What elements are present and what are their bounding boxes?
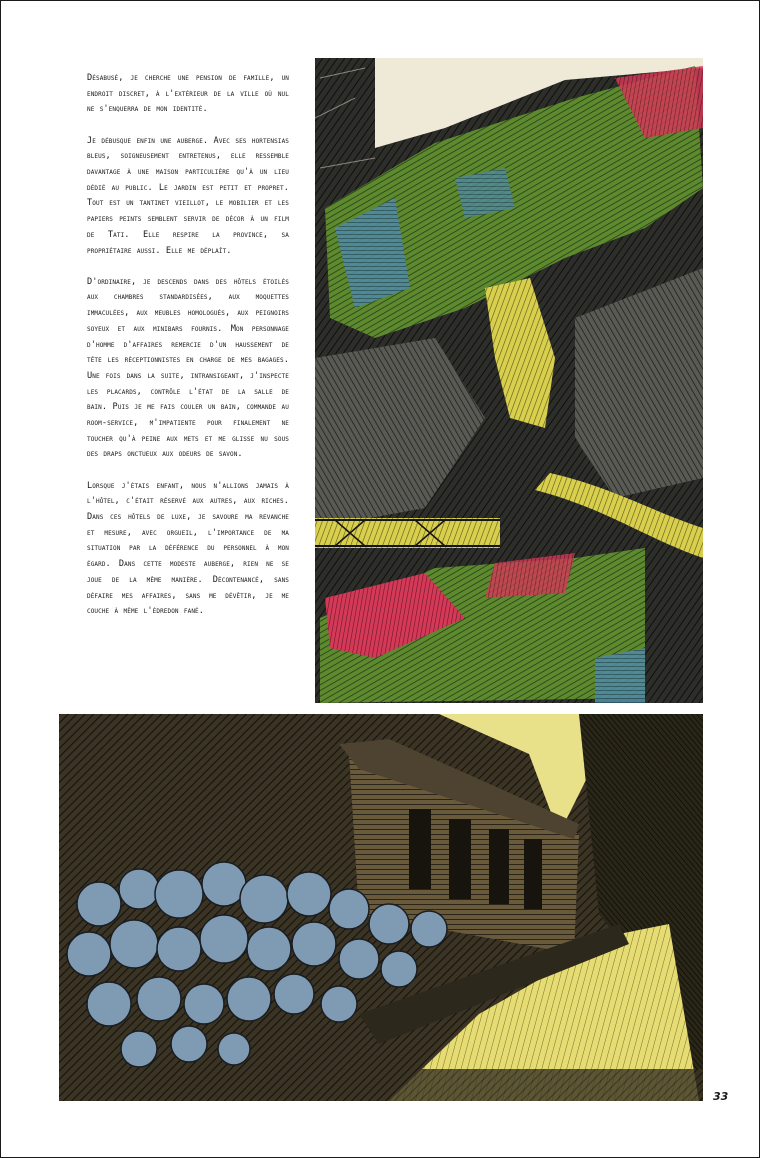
paragraph-3: D'ordinaire, je descends dans des hôtels étoilés aux chambres standardisées, aux moquettes immaculées, aux meubles homologués, aux peignoirs soyeux et aux minibars fournis. Mon personnage d'homme d'affaires remercie d'un haussement de tête les réceptionnistes en charge de mes bagages. Une fois dans la suite, intransigeant, j'inspecte les placards, contrôle l'état de la salle de bain. Puis je me fais couler un bain, commande au room-service, m'impatiente pour finalement ne toucher qu'à peine aux mets et me glisse nu sous des draps onctueux aux odeurs de savon. <box>87 276 289 460</box>
paragraph-1: Désabusé, je cherche une pension de famille, un endroit discret, à l'extérieur de la ville où nul ne s'enquerra de mon identité. <box>87 73 289 115</box>
paragraph-4: Lorsque j'étais enfant, nous n'allions jamais à l'hôtel, c'était réservé aux autres, aux riches. Dans ces hôtels de luxe, je savoure ma revanche et mesure, avec orgueil, l'importance de ma situation par la déférence du personnel à mon égard. Dans cette modeste auberge, rien ne se joue de la même manière. Décontenancé, sans défaire mes affaires, sans me dévêtir, je me couche à même l'édredon fané. <box>87 480 289 617</box>
illustration-house-garden <box>59 714 703 1101</box>
mountain-road-drawing <box>315 58 703 703</box>
house-garden-drawing <box>59 714 703 1101</box>
paragraph-2: Je débusque enfin une auberge. Avec ses hortensias bleus, soigneusement entretenus, elle ressemble davantage à une maison particulière qu'à un lieu dédié au public. Le jardin est petit et propret. Tout est un tantinet vieillot, le mobilier et les papiers peints semblent servir de décor à un film de Tati. Elle respire la province, sa propriétaire aussi. Elle me déplaît. <box>87 135 289 256</box>
text-column <box>87 71 289 636</box>
page-number: 33 <box>713 1090 729 1103</box>
illustration-mountain-road <box>315 58 703 703</box>
